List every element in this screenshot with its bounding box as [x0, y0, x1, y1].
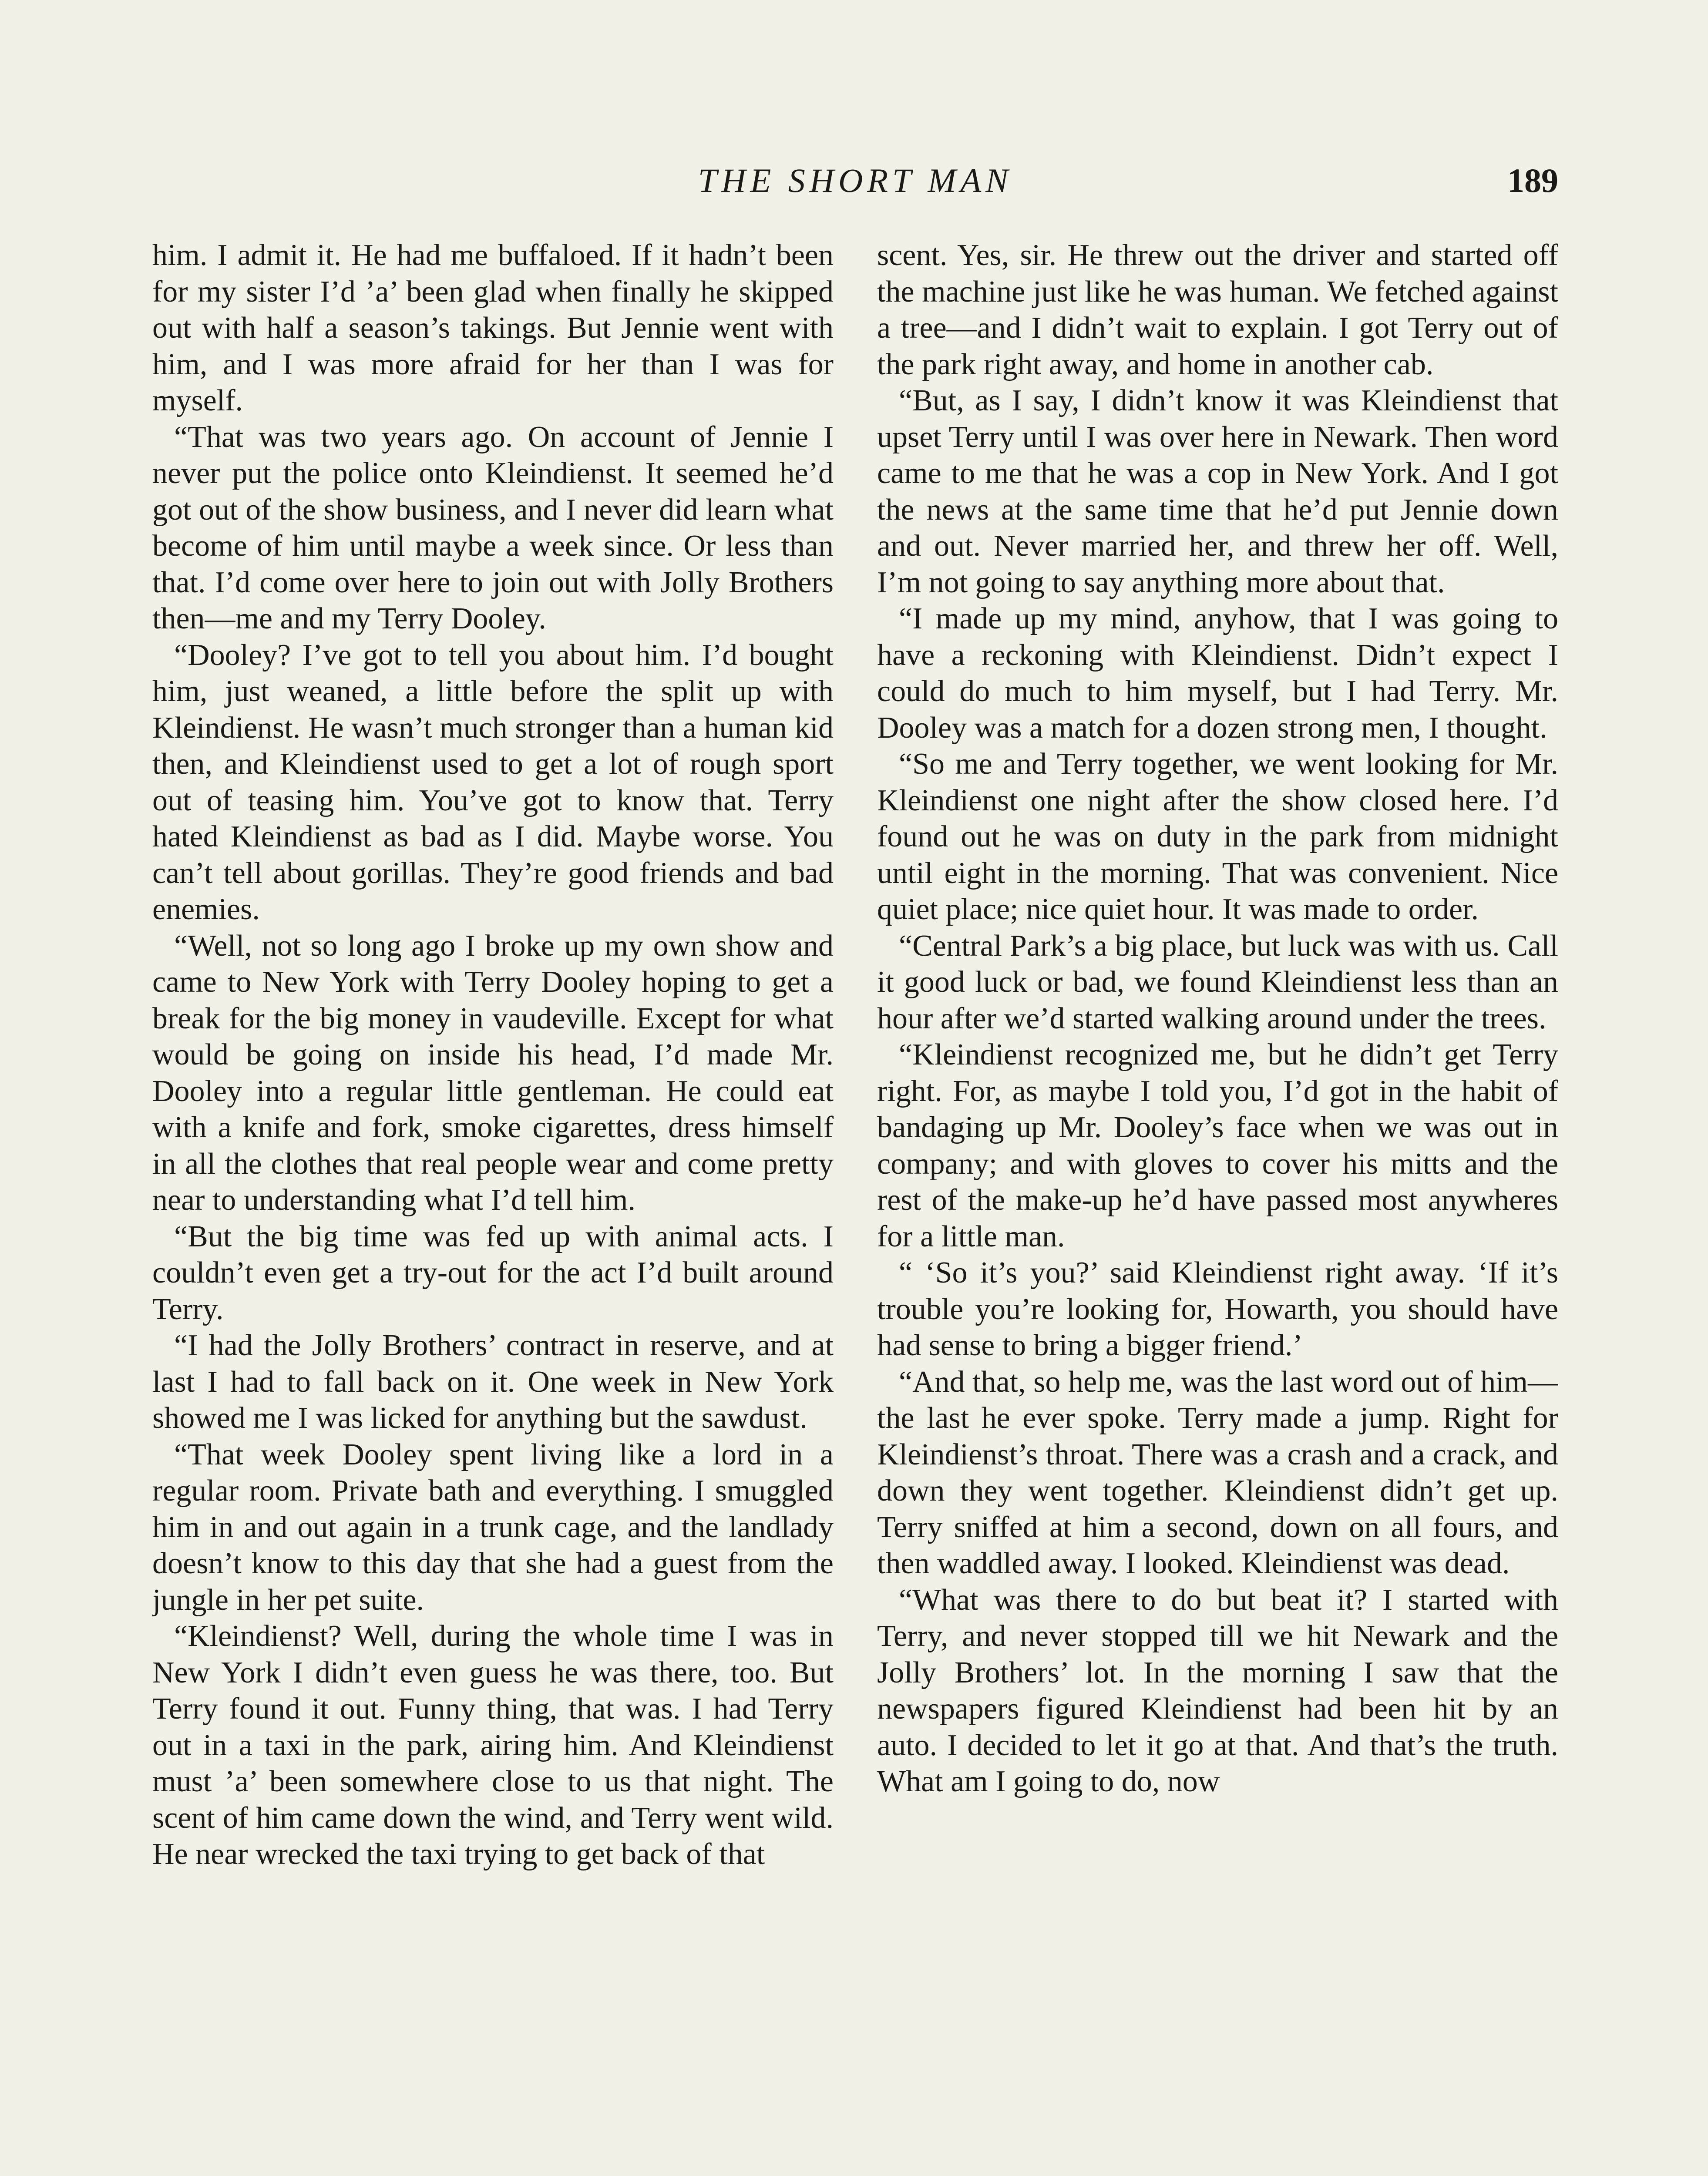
page-number: 189	[1507, 161, 1558, 199]
paragraph: “Dooley? I’ve got to tell you about him. I’d bought him, just weaned, a little before the split up with Kleindienst. He wasn’t much stronger than a human kid then, and Kleindienst used to get a lot of rough sport out of teasing him. You’ve got to know that. Terry hated Kleindienst as bad as I did. Maybe worse. You can’t tell about gorillas. They’re good friends and bad enemies.	[152, 638, 834, 926]
paragraph: “But the big time was fed up with animal acts. I couldn’t even get a try-out for the act I’d built around Terry.	[152, 1219, 834, 1326]
paragraph: “ ‘So it’s you?’ said Kleindienst right away. ‘If it’s trouble you’re looking for, Howarth, you should have had sense to bring a bigger friend.’	[877, 1256, 1558, 1362]
paragraph: “I made up my mind, anyhow, that I was going to have a reckoning with Kleindienst. Didn’t expect I could do much to him myself, but I had Terry. Mr. Dooley was a match for a dozen strong men, I thought.	[877, 602, 1558, 745]
left-column	[152, 237, 834, 2176]
right-column	[877, 237, 1558, 2176]
running-title: THE SHORT MAN	[698, 161, 1013, 199]
paragraph: “Central Park’s a big place, but luck was with us. Call it good luck or bad, we found Kleindienst less than an hour after we’d started walking around under the trees.	[877, 929, 1558, 1035]
paragraph: “What was there to do but beat it? I started with Terry, and never stopped till we hit Newark and the Jolly Brothers’ lot. In the morning I saw that the newspapers figured Kleindienst had been hit by an auto. I decided to let it go at that. And that’s the truth. What am I going to do, now	[877, 1583, 1558, 1798]
paragraph: “Kleindienst? Well, during the whole time I was in New York I didn’t even guess he was there, too. But Terry found it out. Funny thing, that was. I had Terry out in a taxi in the park, airing him. And Kleindienst must ’a’ been somewhere close to us that night. The scent of him came down the wind, and Terry went wild. He near wrecked the taxi trying to get back of that	[152, 1619, 834, 1871]
paragraph: “So me and Terry together, we went looking for Mr. Kleindienst one night after the show closed here. I’d found out he was on duty in the park from midnight until eight in the morning. That was convenient. Nice quiet place; nice quiet hour. It was made to order.	[877, 747, 1558, 926]
text-columns	[152, 237, 1558, 2176]
paragraph: “But, as I say, I didn’t know it was Kleindienst that upset Terry until I was over here in Newark. Then word came to me that he was a cop in New York. And I got the news at the same time that he’d put Jennie down and out. Never married her, and threw her off. Well, I’m not going to say anything more about that.	[877, 384, 1558, 599]
paragraph: “Kleindienst recognized me, but he didn’t get Terry right. For, as maybe I told you, I’d got in the habit of bandaging up Mr. Dooley’s face when we was out in company; and with gloves to cover his mitts and the rest of the make-up he’d have passed most anywheres for a little man.	[877, 1038, 1558, 1253]
paragraph: him. I admit it. He had me buffaloed. If it hadn’t been for my sister I’d ’a’ been glad when finally he skipped out with half a season’s takings. But Jennie went with him, and I was more afraid for her than I was for myself.	[152, 238, 834, 417]
paragraph: “That week Dooley spent living like a lord in a regular room. Private bath and everything. I smuggled him in and out again in a trunk cage, and the landlady doesn’t know to this day that she had a guest from the jungle in her pet suite.	[152, 1437, 834, 1617]
paragraph: “That was two years ago. On account of Jennie I never put the police onto Kleindienst. It seemed he’d got out of the show business, and I never did learn what become of him until maybe a week since. Or less than that. I’d come over here to join out with Jolly Brothers then—me and my Terry Dooley.	[152, 420, 834, 635]
running-header	[152, 154, 1558, 207]
paragraph: “And that, so help me, was the last word out of him—the last he ever spoke. Terry made a jump. Right for Kleindienst’s throat. There was a crash and a crack, and down they went together. Kleindienst didn’t get up. Terry sniffed at him a second, down on all fours, and then waddled away. I looked. Kleindienst was dead.	[877, 1365, 1558, 1580]
paragraph: “Well, not so long ago I broke up my own show and came to New York with Terry Dooley hoping to get a break for the big money in vaudeville. Except for what would be going on inside his head, I’d made Mr. Dooley into a regular little gentleman. He could eat with a knife and fork, smoke cigarettes, dress himself in all the clothes that real people wear and come pretty near to understanding what I’d tell him.	[152, 929, 834, 1217]
paragraph: scent. Yes, sir. He threw out the driver and started off the machine just like he was human. We fetched against a tree—and I didn’t wait to explain. I got Terry out of the park right away, and home in another cab.	[877, 238, 1558, 381]
paragraph: “I had the Jolly Brothers’ contract in reserve, and at last I had to fall back on it. One week in New York showed me I was licked for anything but the sawdust.	[152, 1329, 834, 1435]
